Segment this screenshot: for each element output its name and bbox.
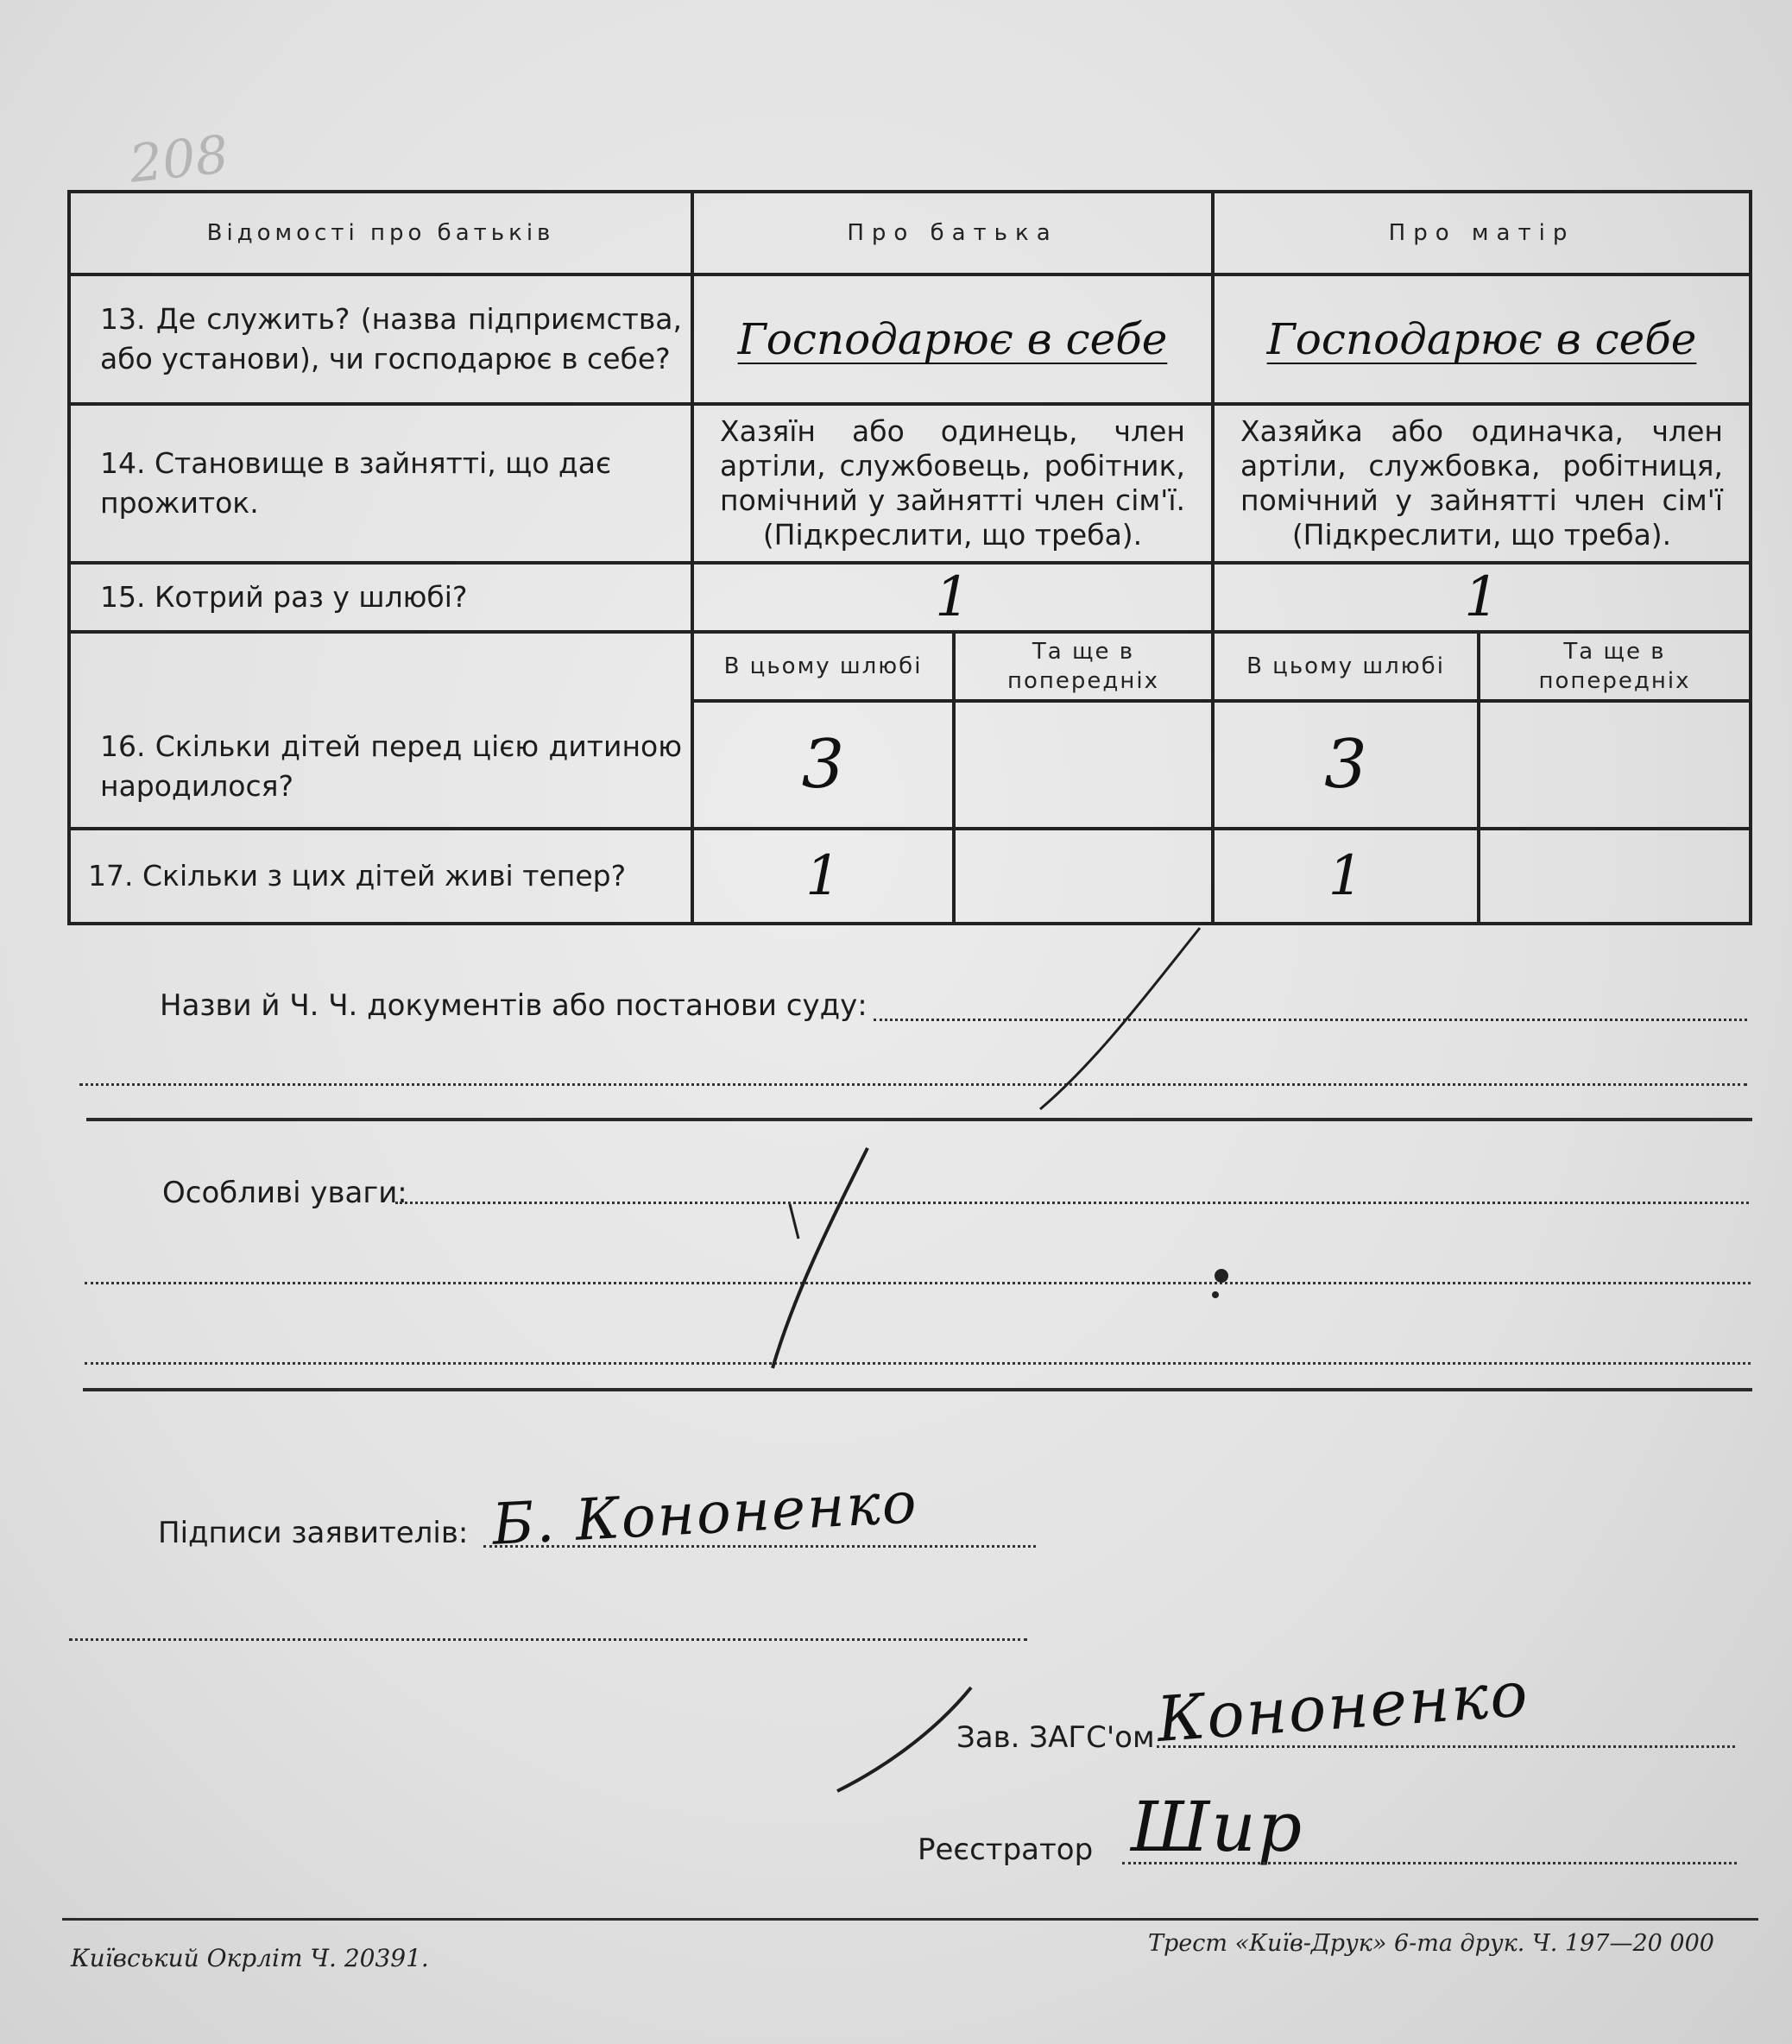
question-17: 17. Скільки з цих дітей живі тепер?	[69, 829, 692, 924]
footer-right-imprint: Трест «Київ-Друк» 6-та друк. Ч. 197—20 000	[1148, 1930, 1714, 1957]
cancel-stroke-remarks	[773, 1148, 868, 1368]
subheader-father-this-marriage: В цьому шлюбі	[692, 632, 954, 701]
zags-head-label: Зав. ЗАГС'ом	[956, 1720, 1155, 1755]
cancel-stroke-signature	[837, 1688, 971, 1791]
question-13: 13. Де служить? (назва підприємства, або установи), чи господарює в себе?	[69, 274, 692, 404]
answer-15-mother: 1	[1213, 563, 1751, 632]
answer-13-mother: Господарює в себе	[1213, 274, 1751, 404]
documents-label: Назви й Ч. Ч. документів або постанови суду:	[160, 988, 868, 1023]
answer-15-father: 1	[692, 563, 1213, 632]
header-father: Про батька	[692, 192, 1213, 274]
remarks-label: Особливі уваги:	[162, 1176, 407, 1210]
subheader-father-previous: Та ще в попередніх	[954, 632, 1213, 701]
subheader-mother-previous: Та ще в попередніх	[1479, 632, 1751, 701]
answer-16-father-this: 3	[692, 701, 954, 829]
tick-mark-left	[790, 1204, 798, 1239]
page-number-pencil: 208	[126, 124, 231, 195]
answer-16-mother-this: 3	[1213, 701, 1479, 829]
footer-left-imprint: Київський Окрліт Ч. 20391.	[71, 1944, 429, 1972]
answer-17-mother-this: 1	[1213, 829, 1479, 924]
subheader-mother-this-marriage: В цьому шлюбі	[1213, 632, 1479, 701]
answer-14-father: Хазяїн або одинець, член артіли, службовець, робітник, помічний у зайнятті член сім'ї. (Підкреслити, що треба).	[692, 404, 1213, 563]
question-16: 16. Скільки дітей перед цією дитиною народилося?	[69, 632, 692, 829]
zags-head-signature: Кононенко	[1154, 1657, 1532, 1756]
applicants-label: Підписи заявителів:	[158, 1516, 469, 1550]
applicant-signature: Б. Кононенко	[490, 1469, 920, 1558]
ink-dot	[1212, 1291, 1219, 1298]
header-info-label: Відомості про батьків	[69, 192, 692, 274]
question-14: 14. Становище в зайнятті, що дає прожиток.	[69, 404, 692, 563]
registrar-signature: Шир	[1131, 1787, 1304, 1867]
header-mother: Про матір	[1213, 192, 1751, 274]
registrar-label: Реєстратор	[918, 1833, 1094, 1867]
answer-13-father: Господарює в себе	[692, 274, 1213, 404]
question-15: 15. Котрий раз у шлюбі?	[69, 563, 692, 632]
ink-blot	[1215, 1269, 1228, 1283]
answer-17-father-this: 1	[692, 829, 954, 924]
answer-14-mother: Хазяйка або одиначка, член артіли, службовка, робітниця, помічний у зайнятті член сім'ї (Підкреслити, що треба).	[1213, 404, 1751, 563]
cancel-stroke-documents	[1040, 928, 1200, 1109]
